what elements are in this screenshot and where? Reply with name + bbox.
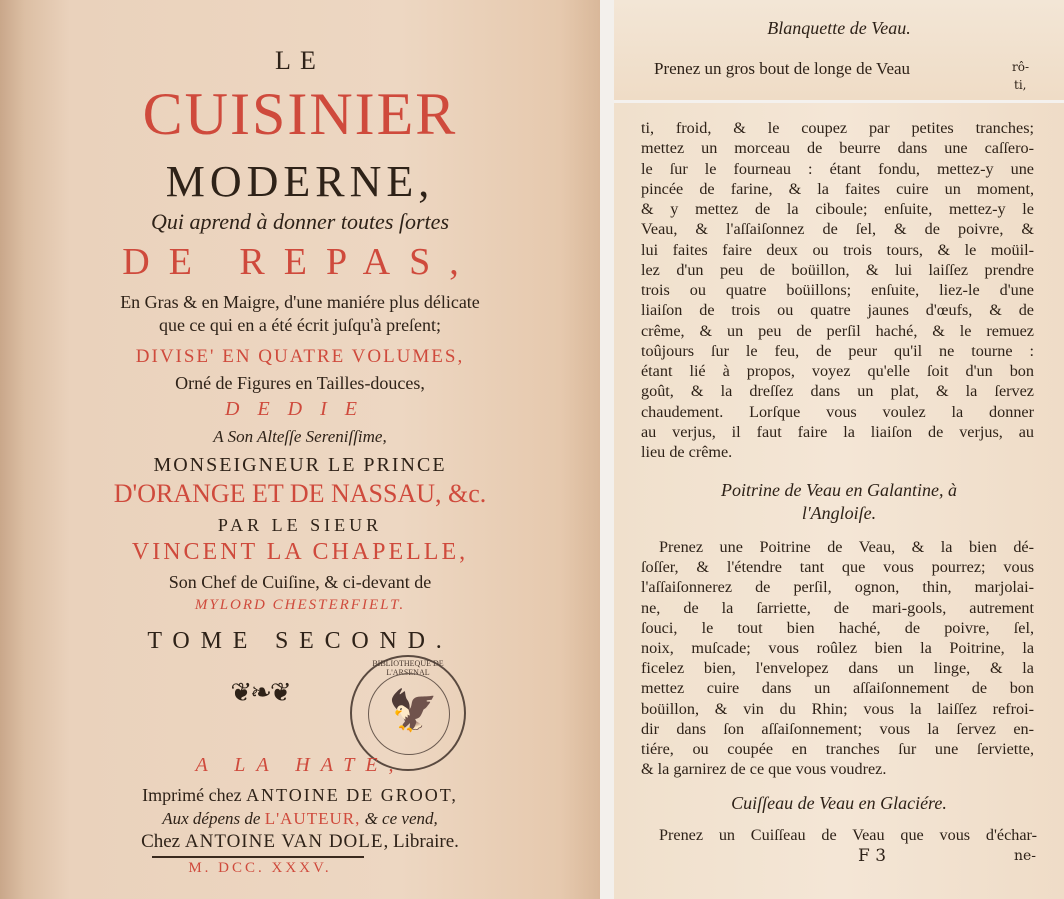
imprime-prefix: Imprimé chez <box>142 785 247 805</box>
text-line: mettez un morceau de beurre dans une caſſero- <box>641 139 1034 158</box>
catchword-roti: rô- <box>1012 60 1030 74</box>
text-line: lui faites faire deux ou trois tours, & le moüil- <box>641 240 1034 259</box>
text-line: ſoſſer, & l'étendre tant que vous pourrez; vous <box>641 558 1034 577</box>
text-line: Veau, & l'aſſaiſonnez de ſel, & de poivre, & <box>641 220 1034 239</box>
ornament-icon: ❦❧❦ <box>230 678 290 708</box>
text-line: toûjours ſur le feu, de peur qu'il ne tourne : <box>641 341 1034 360</box>
orne: Orné de Figures en Tailles-douces, <box>175 373 425 393</box>
text-line: lez d'un peu de boüillon, & lui laiſſez prendre <box>641 260 1034 279</box>
dedie: DEDIE <box>225 398 375 420</box>
altesse: A Son Alteſſe Sereniſſime, <box>213 427 387 446</box>
text-line: étant lié à propos, voyez qu'elle ſoit d'un bon <box>641 362 1034 380</box>
divise: DIVISE' EN QUATRE VOLUMES, <box>135 346 465 367</box>
depens-auteur: L'AUTEUR, <box>264 809 361 828</box>
text-line: liaiſon de trois ou quatre jaunes d'œufs, & de <box>641 301 1034 320</box>
line-que: que ce qui en a été écrit juſqu'à preſent; <box>158 315 442 335</box>
depens-line <box>0 809 600 829</box>
text-line: au verjus, il faut faire la liaiſon de verjus, au <box>641 422 1034 441</box>
cuisseau-line: Prenez un Cuiſſeau de Veau que vous d'échar- <box>659 826 1037 844</box>
heading-angloise: l'Angloiſe. <box>801 503 877 523</box>
text-line: mettez cuire dans un aſſaiſonnement de bon <box>641 679 1034 698</box>
text-line: & y mettez de la ciboule; enſuite, mettez-y le <box>641 200 1034 218</box>
text-line: noix, muſcade; vous roûlez bien la Poitrine, la <box>641 639 1034 657</box>
catchword: ne- <box>1014 848 1037 864</box>
text-line: crême, & un peu de perſil haché, & le remuez <box>641 321 1034 340</box>
catchword-ti: ti, <box>1014 78 1027 92</box>
subtitle: Qui aprend à donner toutes ſortes <box>151 209 449 234</box>
text-line: ſouci, le tout bien haché, de poivre, ſel, <box>641 618 1034 637</box>
previous-page-strip <box>614 0 1064 100</box>
orange-nassau: D'ORANGE ET DE NASSAU, &c. <box>113 479 487 508</box>
text-line: ne, de la ſarriette, de mari-gools, autrement <box>641 598 1034 617</box>
mylord: MYLORD CHESTERFIELT. <box>194 597 406 613</box>
chez-line <box>0 831 600 853</box>
depens-suffix: & ce vend, <box>360 809 438 828</box>
page-gap <box>600 0 614 899</box>
a-la-haye: A LA HATE, <box>195 754 405 776</box>
heading-poitrine: Poitrine de Veau en Galantine, à <box>721 480 957 500</box>
title-moderne: MODERNE, <box>165 157 435 206</box>
monseigneur: MONSEIGNEUR LE PRINCE <box>153 454 447 476</box>
text-line: dir dans ſon aſſaiſonnement; vous la ſervez en- <box>641 719 1034 738</box>
par-le-sieur: PAR LE SIEUR <box>217 515 383 535</box>
chef-line: Son Chef de Cuiſine, & ci-devant de <box>168 572 432 592</box>
chez-suffix: , Libraire. <box>383 831 459 852</box>
page-signature: F 3 <box>858 846 887 866</box>
depens-prefix: Aux dépens de <box>162 809 265 828</box>
imprime-line <box>0 785 600 806</box>
recipe-page <box>614 103 1064 899</box>
year: M. DCC. XXXV. <box>188 860 332 876</box>
text-line: goût, & la dreſſez dans un plat, & la ſervez <box>641 382 1034 401</box>
de-repas: DE REPAS, <box>122 241 478 283</box>
heading-blanquette: Blanquette de Veau. <box>767 18 911 38</box>
text-line: ficelez bien, l'envelopez dans un linge, & la <box>641 659 1034 678</box>
author-name: VINCENT LA CHAPELLE, <box>131 539 469 565</box>
text-line: l'aſſaiſonnerez de perſil, ognon, thin, marjolai- <box>641 578 1034 597</box>
stamp-text: BIBLIOTHEQUE DE L'ARSENAL <box>372 659 444 677</box>
text-line: chaudement. Lorſque vous voulez la donner <box>641 402 1034 421</box>
printer-name: ANTOINE DE GROOT, <box>246 785 458 805</box>
text-line: ti, froid, & le coupez par petites tranches; <box>641 119 1034 137</box>
text-line: lieu de crême. <box>641 443 733 461</box>
eagle-icon: 🦅 <box>388 688 438 734</box>
line-gras: En Gras & en Maigre, d'une maniére plus délicate <box>120 292 480 312</box>
title-cuisinier: CUISINIER <box>142 81 458 147</box>
text-line: pincée de farine, & la faites cuire un moment, <box>641 179 1034 198</box>
title-le: LE <box>275 46 325 75</box>
text-line: le ſur le fourneau : étant fondu, mettez-y une <box>641 159 1034 178</box>
tome-second: TOME SECOND. <box>147 628 453 654</box>
text-line: trois ou quatre boüillons; enſuite, liez-le d'une <box>641 281 1034 299</box>
blanquette-line: Prenez un gros bout de longe de Veau <box>654 59 911 78</box>
text-line: boüillon, & vin du Rhin; vous la laiſſez refroi- <box>641 699 1034 718</box>
bookseller-name: ANTOINE VAN DOLE <box>184 831 384 852</box>
text-line: tiére, ou coupée en tranches ſur une ſerviette, <box>641 740 1034 758</box>
text-line: Prenez une Poitrine de Veau, & la bien dé- <box>659 538 1034 556</box>
text-line: & la garnirez de ce que vous voudrez. <box>641 760 887 779</box>
rule-divider <box>152 856 364 858</box>
chez-prefix: Chez <box>141 831 185 852</box>
heading-cuisseau: Cuiſſeau de Veau en Glaciére. <box>731 793 947 813</box>
